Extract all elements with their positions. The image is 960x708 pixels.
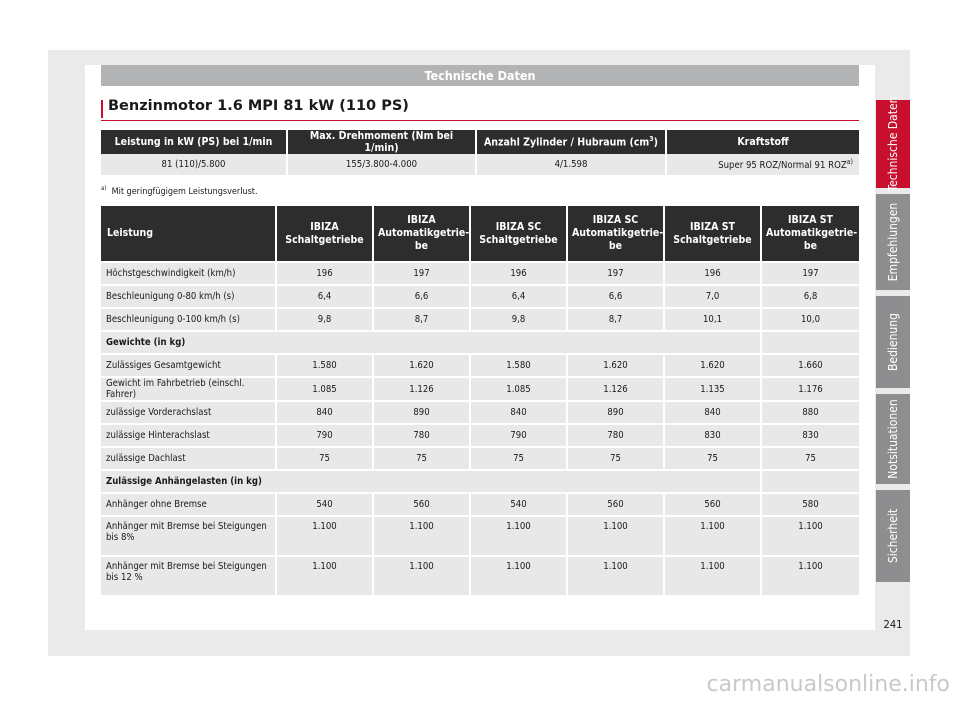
- column-header-line: IBIZA SC: [592, 214, 639, 226]
- column-header-line: IBIZA: [407, 214, 436, 226]
- table-cell: 1.580: [471, 355, 568, 378]
- table-cell: 840: [471, 402, 568, 425]
- table-cell: 1.100: [568, 557, 665, 597]
- tab-bedienung[interactable]: [876, 296, 910, 388]
- column-header-line: IBIZA: [310, 220, 339, 233]
- column-header-line: IBIZA ST: [788, 214, 833, 226]
- table-cell: 81 (110)/5.800: [101, 154, 288, 177]
- tab-label: Bedienung: [886, 313, 900, 371]
- table-row: [101, 286, 859, 309]
- table-cell: 155/3.800-4.000: [288, 154, 477, 177]
- column-header: Leistung in kW (PS) bei 1/min: [101, 130, 288, 154]
- column-header-line: IBIZA SC: [495, 220, 542, 233]
- table-cell: 1.620: [374, 355, 471, 378]
- table-cell: 197: [374, 263, 471, 286]
- table-cell: 780: [374, 425, 471, 448]
- row-label: Beschleunigung 0-80 km/h (s): [101, 286, 277, 309]
- table-cell: 780: [568, 425, 665, 448]
- column-header: Kraftstoff: [667, 130, 859, 154]
- watermark: carmanualsonline.info: [706, 672, 950, 697]
- table-cell: 1.085: [277, 378, 374, 402]
- table-row: [101, 355, 859, 378]
- table-cell: 890: [374, 402, 471, 425]
- table-row: [101, 309, 859, 332]
- table-header-row: [101, 130, 859, 154]
- table-cell: 1.100: [665, 517, 762, 557]
- table-row: [101, 263, 859, 286]
- table-cell: 1.100: [665, 557, 762, 597]
- table-cell: 790: [277, 425, 374, 448]
- table-cell: 540: [471, 494, 568, 517]
- table-cell: 8,7: [374, 309, 471, 332]
- table-header-row: [101, 206, 859, 263]
- table-cell: 560: [568, 494, 665, 517]
- table-cell: 1.100: [277, 557, 374, 597]
- table-cell: [762, 332, 859, 355]
- column-header-line: be: [608, 240, 623, 252]
- column-header: [374, 206, 471, 263]
- table-cell: 8,7: [568, 309, 665, 332]
- table-cell: 1.135: [665, 378, 762, 402]
- table-row: [101, 494, 859, 517]
- performance-weights-table: [101, 206, 859, 597]
- column-header-line: Schaltgetriebe: [285, 233, 364, 246]
- table-cell: 10,1: [665, 309, 762, 332]
- column-header: Max. Drehmoment (Nm bei 1/min): [288, 130, 477, 154]
- column-header: [762, 206, 859, 263]
- table-cell: 1.100: [762, 517, 859, 557]
- table-cell: 6,8: [762, 286, 859, 309]
- table-cell: 9,8: [277, 309, 374, 332]
- row-label-line: Anhänger mit Bremse bei Steigungen: [106, 521, 267, 532]
- table-cell: 1.100: [374, 557, 471, 597]
- tab-empfehlungen[interactable]: [876, 194, 910, 290]
- table-cell: 1.100: [568, 517, 665, 557]
- table-cell: 830: [665, 425, 762, 448]
- tab-label: Sicherheit: [886, 508, 900, 564]
- footnote-text: Mit geringfügigem Leistungsverlust.: [111, 187, 258, 197]
- footnote-ref: a): [846, 157, 853, 166]
- column-header: [665, 206, 762, 263]
- table-cell: 196: [471, 263, 568, 286]
- table-cell: 10,0: [762, 309, 859, 332]
- column-header-line: Automatikgetrie-: [378, 227, 470, 239]
- table-cell: 1.085: [471, 378, 568, 402]
- page-title: Benzinmotor 1.6 MPI 81 kW (110 PS): [108, 98, 409, 114]
- table-cell: 75: [568, 448, 665, 471]
- column-header-line: Schaltgetriebe: [673, 233, 752, 246]
- footnote: [101, 185, 258, 197]
- table-cell: 75: [471, 448, 568, 471]
- column-header-line: Automatikgetrie-: [572, 227, 664, 239]
- row-label-line: Anhänger mit Bremse bei Steigungen: [106, 561, 267, 572]
- table-cell: 560: [374, 494, 471, 517]
- column-header-line: be: [803, 240, 818, 252]
- table-cell: 1.176: [762, 378, 859, 402]
- table-cell: 1.126: [568, 378, 665, 402]
- column-header-line: be: [414, 240, 429, 252]
- row-label: [101, 517, 277, 557]
- page-number: 241: [883, 618, 903, 631]
- tab-label: Technische Daten: [886, 96, 900, 192]
- tab-label: Notsituationen: [886, 399, 900, 479]
- column-header-text: Anzahl Zylinder / Hubraum (cm: [484, 136, 650, 149]
- row-label: Anhänger ohne Bremse: [101, 494, 277, 517]
- row-label: Höchstgeschwindigkeit (km/h): [101, 263, 277, 286]
- table-cell: 75: [665, 448, 762, 471]
- row-label-line: bis 12 %: [106, 572, 143, 583]
- table-cell: 880: [762, 402, 859, 425]
- table-group-row: [101, 471, 859, 494]
- table-cell: 197: [762, 263, 859, 286]
- group-heading: Gewichte (in kg): [101, 332, 762, 355]
- engine-summary-table: [101, 130, 859, 177]
- table-cell: 840: [665, 402, 762, 425]
- table-cell: 196: [277, 263, 374, 286]
- table-cell: 75: [762, 448, 859, 471]
- title-divider: [101, 120, 859, 121]
- table-cell: 1.100: [762, 557, 859, 597]
- table-cell: 196: [665, 263, 762, 286]
- table-cell: [762, 471, 859, 494]
- row-label: Beschleunigung 0-100 km/h (s): [101, 309, 277, 332]
- footnote-marker: a): [101, 185, 107, 192]
- table-cell: 6,4: [471, 286, 568, 309]
- row-label: Zulässiges Gesamtgewicht: [101, 355, 277, 378]
- table-cell: 840: [277, 402, 374, 425]
- column-header: [101, 206, 277, 263]
- section-header: Technische Daten: [101, 65, 859, 86]
- table-cell: 75: [277, 448, 374, 471]
- table-group-row: [101, 332, 859, 355]
- table-cell: 1.100: [374, 517, 471, 557]
- table-cell: 790: [471, 425, 568, 448]
- table-cell: 7,0: [665, 286, 762, 309]
- table-cell: 1.100: [277, 517, 374, 557]
- column-header: [277, 206, 374, 263]
- table-cell: 6,6: [374, 286, 471, 309]
- table-row: [101, 378, 859, 402]
- column-header-line: Leistung: [107, 227, 154, 239]
- group-heading: Zulässige Anhängelasten (in kg): [101, 471, 762, 494]
- column-header-line: Schaltgetriebe: [479, 233, 558, 246]
- table-row: [101, 154, 859, 177]
- table-row: [101, 402, 859, 425]
- table-cell: 540: [277, 494, 374, 517]
- table-row: [101, 425, 859, 448]
- tab-notsituationen[interactable]: [876, 394, 910, 484]
- title-accent-mark: [101, 100, 103, 118]
- table-cell: [667, 154, 859, 177]
- table-cell: 1.620: [568, 355, 665, 378]
- table-row: [101, 557, 859, 597]
- table-cell: 75: [374, 448, 471, 471]
- table-cell: 197: [568, 263, 665, 286]
- row-label: zulässige Dachlast: [101, 448, 277, 471]
- fuel-text: Super 95 ROZ/Normal 91 ROZ: [718, 160, 847, 172]
- table-cell: 6,6: [568, 286, 665, 309]
- column-header-line: IBIZA ST: [690, 220, 735, 233]
- column-header-line: Automatikgetrie-: [766, 227, 858, 239]
- table-row: [101, 448, 859, 471]
- column-header: [471, 206, 568, 263]
- row-label: zulässige Hinterachslast: [101, 425, 277, 448]
- table-cell: 830: [762, 425, 859, 448]
- table-cell: 890: [568, 402, 665, 425]
- column-header-close: ): [653, 136, 658, 149]
- column-header: [568, 206, 665, 263]
- table-cell: 1.580: [277, 355, 374, 378]
- row-label: [101, 557, 277, 597]
- table-cell: 580: [762, 494, 859, 517]
- row-label-line: bis 8%: [106, 532, 135, 543]
- table-cell: 1.100: [471, 517, 568, 557]
- table-cell: 1.126: [374, 378, 471, 402]
- table-row: [101, 517, 859, 557]
- tab-label: Empfehlungen: [886, 202, 900, 282]
- tab-technische-daten[interactable]: [876, 96, 910, 192]
- table-cell: 1.100: [471, 557, 568, 597]
- table-cell: 1.620: [665, 355, 762, 378]
- superscript: 3: [649, 135, 654, 144]
- row-label: zulässige Vorderachslast: [101, 402, 277, 425]
- table-cell: 560: [665, 494, 762, 517]
- table-cell: 6,4: [277, 286, 374, 309]
- table-cell: 4/1.598: [477, 154, 667, 177]
- table-cell: 9,8: [471, 309, 568, 332]
- column-header: [477, 130, 667, 154]
- table-cell: 1.660: [762, 355, 859, 378]
- row-label: Gewicht im Fahrbetrieb (einschl. Fahrer): [101, 378, 277, 402]
- tab-sicherheit[interactable]: [876, 490, 910, 582]
